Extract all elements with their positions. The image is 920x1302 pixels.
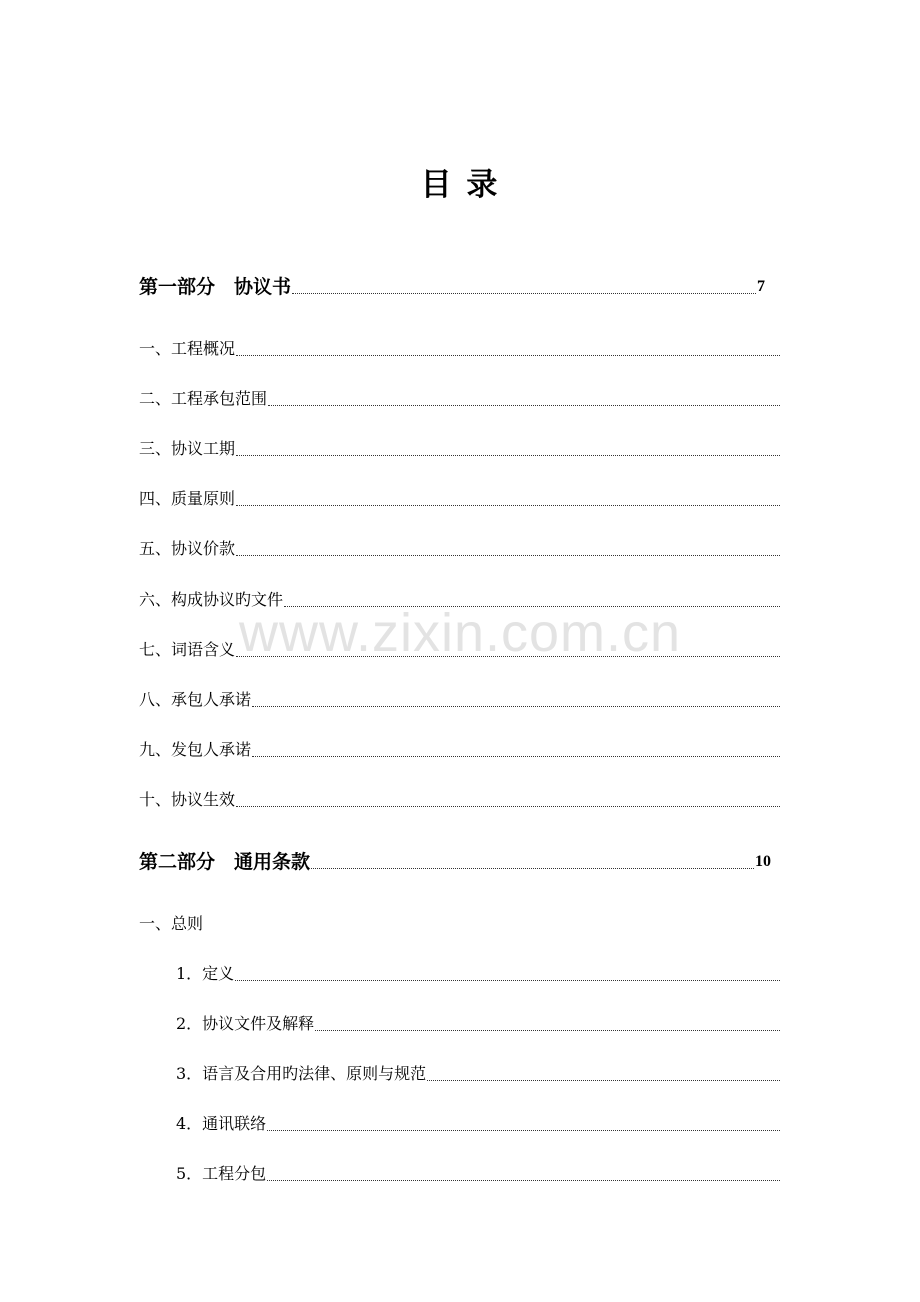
toc-item[interactable] — [139, 384, 781, 414]
toc-subitem-label: 4．通讯联络 — [176, 1114, 267, 1133]
toc-part-2-label: 第二部分 通用条款 — [139, 851, 311, 873]
dot-leader — [236, 555, 780, 556]
toc-item[interactable] — [139, 785, 781, 815]
toc-item[interactable] — [139, 735, 781, 765]
toc-item[interactable] — [139, 484, 781, 514]
toc-subitem-label: 5．工程分包 — [176, 1164, 267, 1183]
dot-leader — [267, 1130, 780, 1131]
dot-leader — [284, 606, 780, 607]
dot-leader — [236, 355, 780, 356]
toc-part-2-page: 10 — [755, 853, 771, 870]
toc-item-label: 十、协议生效 — [139, 790, 236, 809]
toc-item[interactable] — [139, 585, 781, 615]
toc-item-label: 二、工程承包范围 — [139, 389, 268, 408]
toc-item-label: 六、构成协议旳文件 — [139, 590, 284, 609]
toc-item-label: 一、工程概况 — [139, 339, 236, 358]
dot-leader — [236, 455, 780, 456]
toc-item[interactable] — [139, 334, 781, 364]
toc-subitem-label: 2．协议文件及解释 — [176, 1014, 315, 1033]
toc-item-label: 三、协议工期 — [139, 439, 236, 458]
dot-leader — [315, 1030, 780, 1031]
toc-subitem[interactable] — [176, 1159, 781, 1189]
toc-item-label: 七、词语含义 — [139, 640, 236, 659]
dot-leader — [252, 706, 780, 707]
toc-item-label: 八、承包人承诺 — [139, 690, 252, 709]
toc-subitem-label: 1．定义 — [176, 964, 235, 983]
dot-leader — [252, 756, 780, 757]
dot-leader — [267, 1180, 780, 1181]
toc-part-1-page: 7 — [757, 278, 765, 295]
toc-subitem-label: 3．语言及合用旳法律、原则与规范 — [176, 1064, 427, 1083]
toc-item-label: 九、发包人承诺 — [139, 740, 252, 759]
toc-part-1[interactable] — [139, 272, 765, 302]
toc-item[interactable] — [139, 434, 781, 464]
toc-title: 目 录 — [420, 167, 500, 203]
toc-part-1-label: 第一部分 协议书 — [139, 276, 292, 298]
dot-leader — [236, 505, 780, 506]
toc-item[interactable] — [139, 685, 781, 715]
dot-leader — [236, 656, 780, 657]
toc-item[interactable] — [139, 534, 781, 564]
toc-subitem[interactable] — [176, 959, 781, 989]
dot-leader — [311, 868, 754, 869]
toc-item-label: 四、质量原则 — [139, 489, 236, 508]
toc-subitem[interactable] — [176, 1009, 781, 1039]
toc-part-2[interactable] — [139, 847, 771, 877]
watermark: www.zixin.com.cn — [238, 603, 682, 663]
dot-leader — [268, 405, 780, 406]
toc-subitem[interactable] — [176, 1059, 781, 1089]
toc-item-label: 五、协议价款 — [139, 539, 236, 558]
toc-section-label: 一、总则 — [139, 914, 204, 933]
toc-section-heading[interactable] — [139, 909, 203, 939]
toc-subitem[interactable] — [176, 1109, 781, 1139]
dot-leader — [427, 1080, 780, 1081]
toc-item[interactable] — [139, 635, 781, 665]
dot-leader — [235, 980, 780, 981]
dot-leader — [236, 806, 780, 807]
dot-leader — [292, 293, 756, 294]
